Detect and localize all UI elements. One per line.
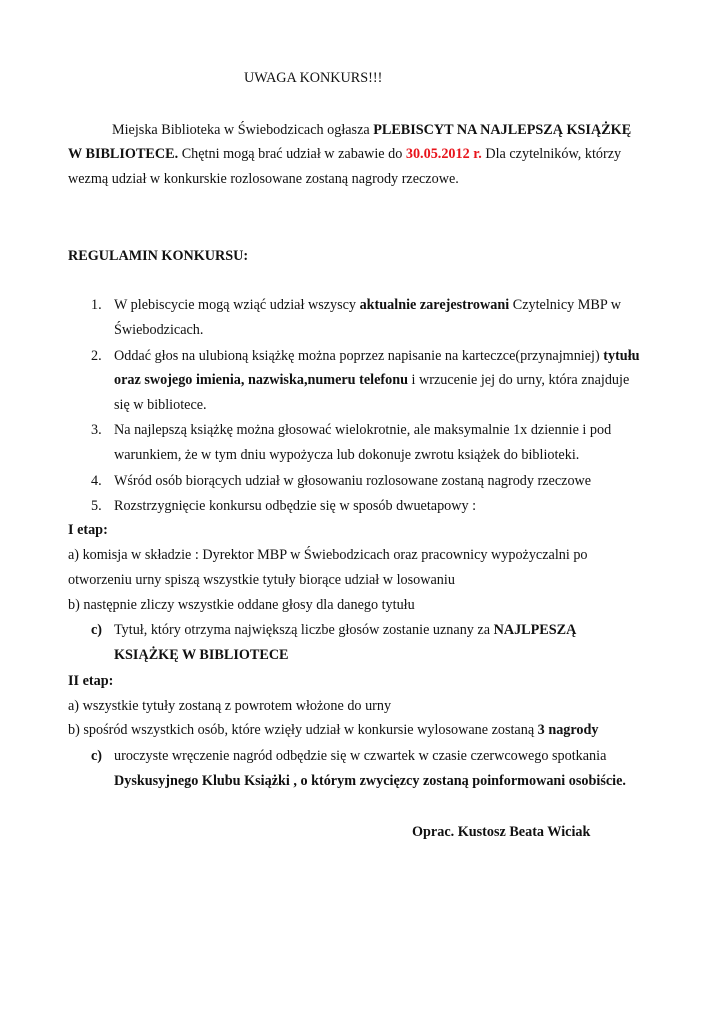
stage-text: Tytuł, który otrzyma największą liczbe głosów zostanie uznany za — [114, 622, 494, 638]
stage-text: b) spośród wszystkich osób, które wzięły udział w konkursie wylosowane zostaną — [68, 722, 538, 738]
stage-1-a-line-1: a) komisja w składzie : Dyrektor MBP w Świebodzicach oraz pracownicy wypożyczalni po — [68, 547, 588, 563]
stage-bold: NAJLPESZĄ — [493, 622, 577, 638]
stage-1-c-label: c) — [91, 622, 103, 638]
stage-1-c-line-2: KSIĄŻKĘ W BIBLIOTECE — [114, 647, 289, 663]
signature: Oprac. Kustosz Beata Wiciak — [412, 824, 591, 840]
rule-2-number: 2. — [91, 348, 102, 364]
intro-bold-plebiscite: PLEBISCYT NA NAJLEPSZĄ KSIĄŻKĘ — [373, 122, 632, 138]
stage-2-c-line-1: uroczyste wręczenie nagród odbędzie się w czwartek w czasie czerwcowego spotkania — [114, 748, 607, 764]
rule-1-line-2: Świebodzicach. — [114, 322, 204, 338]
stage-1-b: b) następnie zliczy wszystkie oddane głosy dla danego tytułu — [68, 597, 415, 613]
stage-bold: 3 nagrody — [537, 722, 599, 738]
rule-3-line-1: Na najlepszą książkę można głosować wielokrotnie, ale maksymalnie 1x dziennie i pod — [114, 422, 612, 438]
intro-text: Dla czytelników, którzy — [481, 146, 622, 162]
rule-4-number: 4. — [91, 473, 102, 489]
rule-5-number: 5. — [91, 498, 102, 514]
rule-text: Czytelnicy MBP w — [509, 297, 621, 313]
stage-1-a-line-2: otworzeniu urny spiszą wszystkie tytuły biorące udział w losowaniu — [68, 572, 455, 588]
rules-heading: REGULAMIN KONKURSU: — [68, 248, 249, 264]
stage-2-c-line-2: Dyskusyjnego Klubu Książki , o którym zwycięzcy zostaną poinformowani osobiście. — [114, 773, 626, 789]
intro-line-2 — [68, 146, 621, 162]
stage-1-heading: I etap: — [68, 522, 108, 538]
intro-line-3: wezmą udział w konkurskie rozlosowane zostaną nagrody rzeczowe. — [68, 171, 459, 187]
intro-line-1 — [112, 122, 631, 138]
rule-2-line-2 — [114, 372, 629, 388]
rule-bold: tytułu — [603, 348, 640, 364]
intro-text: Miejska Biblioteka w Świebodzicach ogłasza — [112, 122, 374, 138]
rule-bold: oraz swojego imienia, nazwiska,numeru telefonu — [114, 372, 408, 388]
rule-1-number: 1. — [91, 297, 102, 313]
rule-text: W plebiscycie mogą wziąć udział wszyscy — [114, 297, 360, 313]
intro-text: Chętni mogą brać udział w zabawie do — [178, 146, 406, 162]
rule-4-line-1: Wśród osób biorących udział w głosowaniu rozlosowane zostaną nagrody rzeczowe — [114, 473, 592, 489]
rule-5-line-1: Rozstrzygnięcie konkursu odbędzie się w sposób dwuetapowy : — [114, 498, 477, 514]
rule-1-line-1 — [114, 297, 621, 313]
rule-2-line-3: się w bibliotece. — [114, 397, 207, 413]
rule-text: Oddać głos na ulubioną książkę można poprzez napisanie na karteczce(przynajmniej) — [114, 348, 604, 364]
rule-2-line-1 — [114, 348, 640, 364]
stage-2-b — [68, 722, 599, 738]
stage-2-heading: II etap: — [68, 673, 114, 689]
stage-2-a: a) wszystkie tytuły zostaną z powrotem włożone do urny — [68, 698, 392, 714]
page-title: UWAGA KONKURS!!! — [244, 70, 383, 86]
intro-bold-library: W BIBLIOTECE. — [68, 146, 179, 162]
rule-bold: aktualnie zarejestrowani — [359, 297, 510, 313]
rule-text: i wrzucenie jej do urny, która znajduje — [407, 372, 630, 388]
stage-2-c-label: c) — [91, 748, 103, 764]
rule-3-number: 3. — [91, 422, 102, 438]
stage-1-c-line-1 — [114, 622, 576, 638]
deadline-date: 30.05.2012 r. — [405, 146, 482, 162]
rule-3-line-2: warunkiem, że w tym dniu wypożycza lub dokonuje zwrotu książek do biblioteki. — [114, 447, 580, 463]
